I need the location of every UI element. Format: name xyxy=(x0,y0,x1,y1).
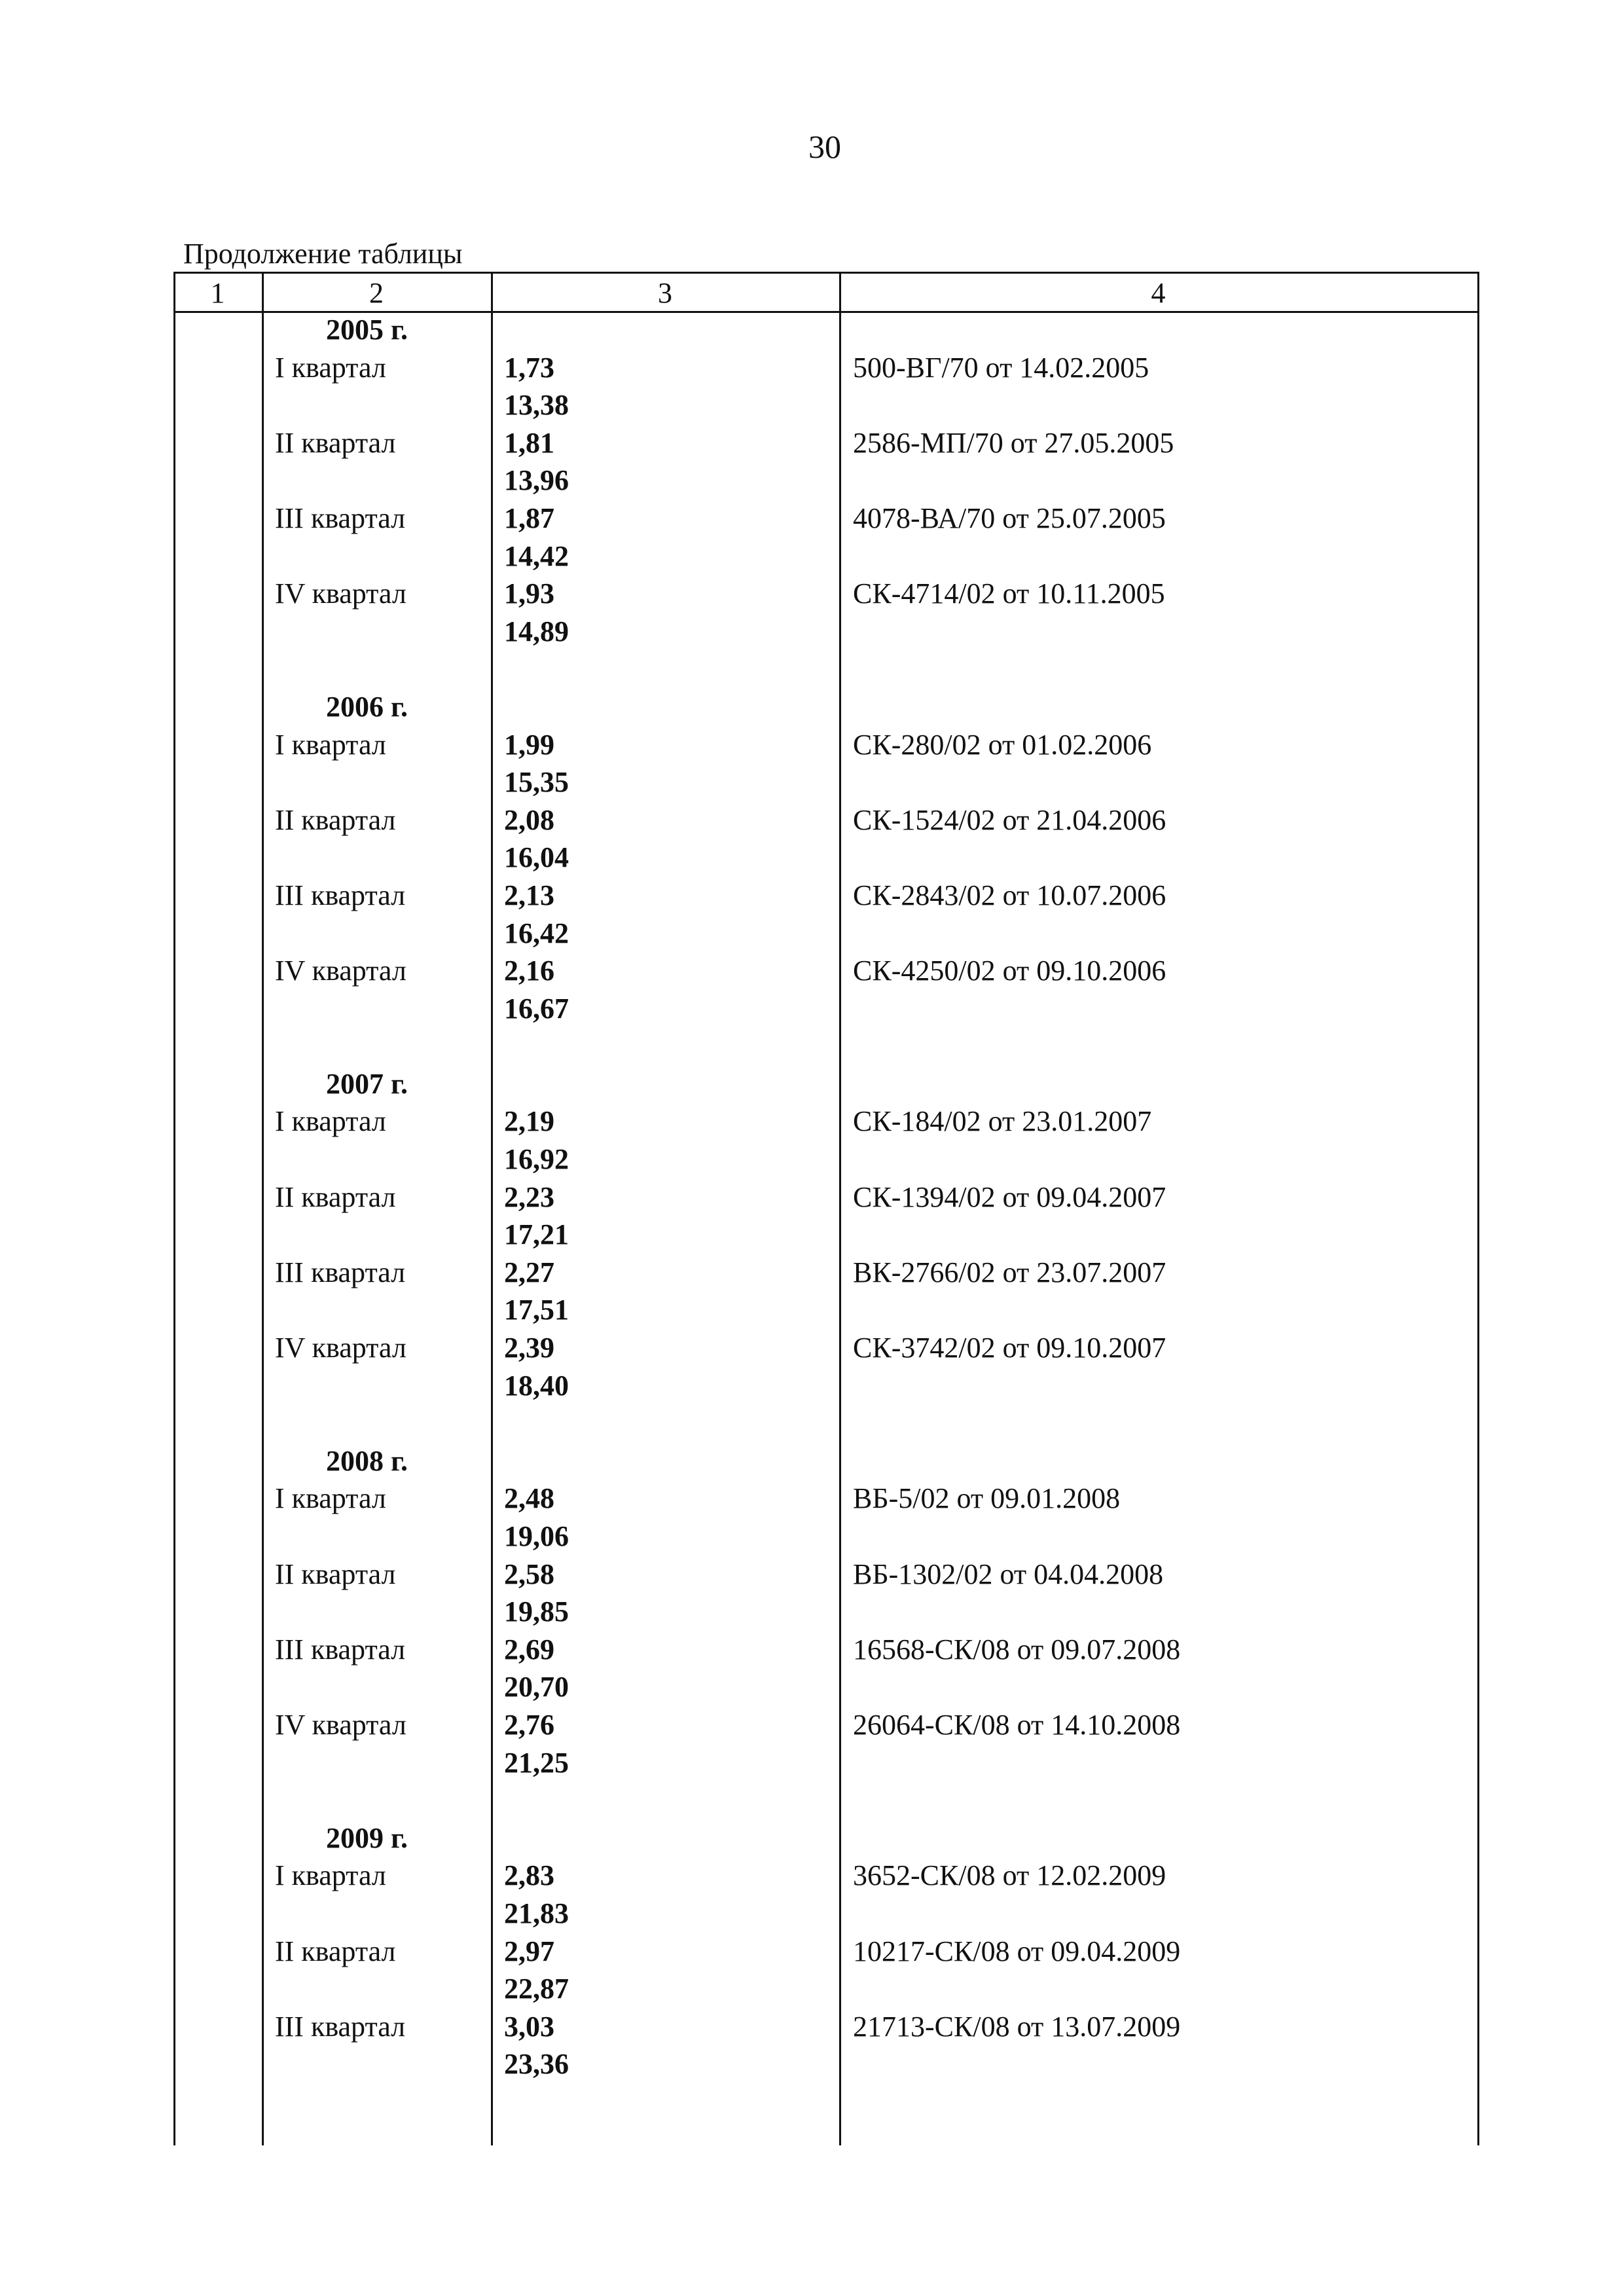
index-value: 23,36 xyxy=(504,2048,569,2081)
table-row xyxy=(173,2008,1479,2046)
index-value: 22,87 xyxy=(504,1973,569,2005)
data-table xyxy=(173,272,1479,2145)
year-label: 2007 г. xyxy=(326,1067,408,1100)
table-row xyxy=(173,1404,1479,1442)
index-value: 16,42 xyxy=(504,917,569,949)
table-row xyxy=(173,763,1479,801)
index-value: 2,58 xyxy=(504,1558,554,1590)
letter-reference: ВБ-5/02 от 09.01.2008 xyxy=(853,1482,1121,1515)
table-row xyxy=(173,1631,1479,1669)
table-row xyxy=(173,1744,1479,1782)
table-row xyxy=(173,1027,1479,1065)
period-label: II квартал xyxy=(275,1935,396,1967)
table-row xyxy=(173,990,1479,1028)
table-row xyxy=(173,1178,1479,1216)
period-label: I квартал xyxy=(275,351,386,384)
letter-reference: СК-4714/02 от 10.11.2005 xyxy=(853,577,1165,610)
letter-reference: 2586-МП/70 от 27.05.2005 xyxy=(853,426,1174,459)
column-header-3: 3 xyxy=(658,277,672,309)
table-row xyxy=(173,1819,1479,1857)
index-value: 14,89 xyxy=(504,615,569,647)
table-row xyxy=(173,1857,1479,1895)
index-value: 2,16 xyxy=(504,955,554,987)
table-caption: Продолжение таблицы xyxy=(183,238,463,270)
table-row xyxy=(173,349,1479,387)
table-row xyxy=(173,1291,1479,1329)
period-label: II квартал xyxy=(275,1558,396,1590)
table-row xyxy=(173,952,1479,990)
index-value: 1,93 xyxy=(504,577,554,610)
table-row xyxy=(173,839,1479,877)
table-row xyxy=(173,1706,1479,1744)
column-header-1: 1 xyxy=(210,277,225,309)
period-label: IV квартал xyxy=(275,577,406,610)
table-row xyxy=(173,1367,1479,1405)
table-row xyxy=(173,1329,1479,1367)
table-row xyxy=(173,1254,1479,1292)
index-value: 17,51 xyxy=(504,1294,569,1326)
letter-reference: СК-2843/02 от 10.07.2006 xyxy=(853,879,1166,911)
index-value: 2,19 xyxy=(504,1105,554,1138)
index-value: 2,08 xyxy=(504,803,554,836)
index-value: 2,83 xyxy=(504,1859,554,1892)
letter-reference: СК-1394/02 от 09.04.2007 xyxy=(853,1180,1166,1213)
period-label: III квартал xyxy=(275,2010,406,2043)
index-value: 1,99 xyxy=(504,728,554,761)
table-row xyxy=(173,1518,1479,1556)
index-value: 18,40 xyxy=(504,1369,569,1402)
index-value: 2,39 xyxy=(504,1332,554,1364)
index-value: 2,76 xyxy=(504,1708,554,1741)
index-value: 20,70 xyxy=(504,1671,569,1704)
table-row xyxy=(173,311,1479,349)
index-value: 2,97 xyxy=(504,1935,554,1967)
table-row xyxy=(173,1781,1479,1819)
letter-reference: 3652-СК/08 от 12.02.2009 xyxy=(853,1859,1166,1892)
period-label: IV квартал xyxy=(275,1708,406,1741)
letter-reference: СК-280/02 от 01.02.2006 xyxy=(853,728,1152,761)
period-label: II квартал xyxy=(275,426,396,459)
page-number: 30 xyxy=(808,128,841,165)
letter-reference: 21713-СК/08 от 13.07.2009 xyxy=(853,2010,1181,2043)
letter-reference: 10217-СК/08 от 09.04.2009 xyxy=(853,1935,1181,1967)
letter-reference: 4078-ВА/70 от 25.07.2005 xyxy=(853,501,1166,534)
period-label: II квартал xyxy=(275,1180,396,1213)
table-row xyxy=(173,915,1479,953)
index-value: 21,83 xyxy=(504,1897,569,1929)
table-row xyxy=(173,801,1479,839)
letter-reference: 26064-СК/08 от 14.10.2008 xyxy=(853,1708,1181,1741)
column-header-2: 2 xyxy=(369,277,384,309)
index-value: 2,48 xyxy=(504,1482,554,1515)
table-row xyxy=(173,688,1479,726)
table-row xyxy=(173,386,1479,424)
letter-reference: СК-184/02 от 23.01.2007 xyxy=(853,1105,1152,1138)
index-value: 16,04 xyxy=(504,841,569,874)
period-label: III квартал xyxy=(275,879,406,911)
table-row xyxy=(173,1216,1479,1254)
period-label: III квартал xyxy=(275,1256,406,1288)
index-value: 13,38 xyxy=(504,389,569,422)
index-value: 2,23 xyxy=(504,1180,554,1213)
letter-reference: 16568-СК/08 от 09.07.2008 xyxy=(853,1633,1181,1666)
table-row xyxy=(173,1140,1479,1178)
index-value: 14,42 xyxy=(504,539,569,572)
index-value: 1,73 xyxy=(504,351,554,384)
index-value: 2,13 xyxy=(504,879,554,911)
index-value: 2,69 xyxy=(504,1633,554,1666)
table-row xyxy=(173,1102,1479,1140)
table-row xyxy=(173,1480,1479,1518)
table-row xyxy=(173,538,1479,575)
table-row xyxy=(173,650,1479,688)
index-value: 16,92 xyxy=(504,1143,569,1176)
letter-reference: СК-3742/02 от 09.10.2007 xyxy=(853,1332,1166,1364)
letter-reference: 500-ВГ/70 от 14.02.2005 xyxy=(853,351,1149,384)
period-label: III квартал xyxy=(275,501,406,534)
period-label: IV квартал xyxy=(275,1332,406,1364)
index-value: 13,96 xyxy=(504,464,569,497)
index-value: 19,06 xyxy=(504,1520,569,1552)
table-row xyxy=(173,575,1479,613)
year-label: 2008 г. xyxy=(326,1444,408,1477)
index-value: 3,03 xyxy=(504,2010,554,2043)
year-label: 2006 г. xyxy=(326,690,408,723)
index-value: 2,27 xyxy=(504,1256,554,1288)
letter-reference: ВБ-1302/02 от 04.04.2008 xyxy=(853,1558,1164,1590)
table-row xyxy=(173,613,1479,651)
period-label: II квартал xyxy=(275,803,396,836)
letter-reference: ВК-2766/02 от 23.07.2007 xyxy=(853,1256,1166,1288)
period-label: I квартал xyxy=(275,728,386,761)
index-value: 16,67 xyxy=(504,992,569,1025)
year-label: 2009 г. xyxy=(326,1821,408,1854)
period-label: III квартал xyxy=(275,1633,406,1666)
table-row xyxy=(173,424,1479,462)
table-row xyxy=(173,1442,1479,1480)
table-row xyxy=(173,2045,1479,2083)
index-value: 19,85 xyxy=(504,1595,569,1628)
table-row xyxy=(173,1970,1479,2008)
period-label: I квартал xyxy=(275,1105,386,1138)
table-row xyxy=(173,1895,1479,1933)
table-row xyxy=(173,877,1479,915)
table-row xyxy=(173,1933,1479,1971)
table-row xyxy=(173,1593,1479,1631)
period-label: I квартал xyxy=(275,1482,386,1515)
index-value: 15,35 xyxy=(504,766,569,799)
period-label: IV квартал xyxy=(275,955,406,987)
index-value: 1,87 xyxy=(504,501,554,534)
table-row xyxy=(173,462,1479,500)
year-label: 2005 г. xyxy=(326,314,408,346)
table-body xyxy=(173,311,1479,2083)
letter-reference: СК-4250/02 от 09.10.2006 xyxy=(853,955,1166,987)
index-value: 1,81 xyxy=(504,426,554,459)
table-row xyxy=(173,1556,1479,1594)
index-value: 21,25 xyxy=(504,1746,569,1779)
table-row xyxy=(173,1668,1479,1706)
letter-reference: СК-1524/02 от 21.04.2006 xyxy=(853,803,1166,836)
table-row xyxy=(173,500,1479,538)
period-label: I квартал xyxy=(275,1859,386,1892)
column-header-4: 4 xyxy=(1151,277,1166,309)
table-row xyxy=(173,726,1479,764)
index-value: 17,21 xyxy=(504,1218,569,1251)
table-top-border xyxy=(173,272,1479,274)
table-row xyxy=(173,1065,1479,1103)
